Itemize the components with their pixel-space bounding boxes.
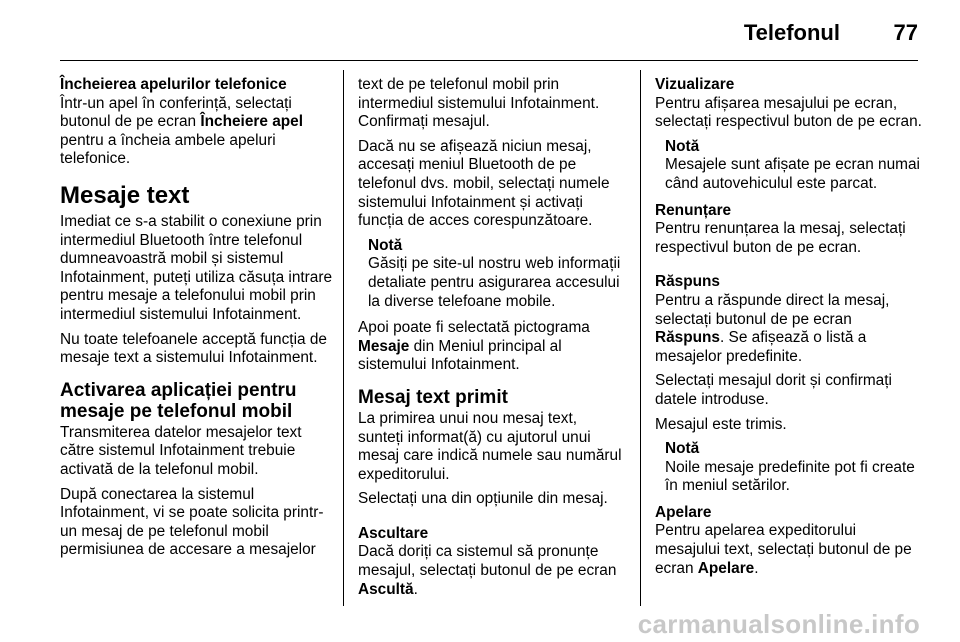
reply-heading: Răspuns bbox=[655, 273, 720, 291]
text-span: pentru a încheia ambele apeluri telefonice. bbox=[60, 131, 276, 168]
activate-paragraph-1: Transmiterea datelor mesajelor text către sistemul Infotainment trebuie activată de la telefonul mobil. bbox=[60, 423, 302, 478]
note-title: Notă bbox=[665, 137, 700, 155]
page-title: Telefonul bbox=[743, 20, 840, 45]
received-heading: Mesaj text primit bbox=[358, 386, 508, 408]
note-title: Notă bbox=[665, 440, 700, 458]
continued-paragraph: text de pe telefonul mobil prin intermediul sistemului Infotainment. Confirmați mesajul. bbox=[358, 76, 600, 131]
bold-term: Răspuns bbox=[655, 329, 720, 347]
text-span: Într-un apel în conferință, selectați butonul de pe ecran bbox=[60, 94, 292, 131]
text-span: Apoi poate fi selectată pictograma bbox=[358, 319, 590, 337]
activate-paragraph-2: După conectarea la sistemul Infotainment, vi se poate solicita printr-un mesaj de pe telefonul mobil permisiunea de accesare a mesajelor bbox=[60, 485, 324, 559]
cancel-heading: Renunțare bbox=[655, 201, 732, 219]
text-messages-heading: Mesaje text bbox=[60, 181, 190, 209]
call-heading: Apelare bbox=[655, 503, 712, 521]
end-calls-paragraph bbox=[60, 95, 335, 169]
reply-paragraph-3: Mesajul este trimis. bbox=[655, 415, 787, 433]
icon-paragraph bbox=[358, 319, 625, 375]
received-paragraph-1: La primirea unui nou mesaj text, sunteți informat(ă) cu ajutorul unui mesaj care indică numele sau numărul expeditorului. bbox=[358, 409, 622, 483]
watermark: carmanualsonline.info bbox=[637, 609, 920, 639]
view-paragraph: Pentru afișarea mesajului pe ecran, selectați respectivul buton de pe ecran. bbox=[655, 94, 922, 131]
text-span: . Se afișează o listă a mesajelor predefinite. bbox=[655, 329, 867, 365]
column-2 bbox=[358, 76, 625, 605]
column-divider-1 bbox=[343, 70, 344, 606]
bold-term: Ascultă bbox=[358, 580, 414, 598]
bold-term: Mesaje bbox=[358, 337, 410, 355]
end-calls-heading: Încheierea apelurilor telefonice bbox=[60, 76, 287, 93]
text-span: Dacă doriți ca sistemul să pronunțe mesajul, selectați butonul de pe ecran bbox=[358, 543, 617, 580]
note-box bbox=[358, 237, 625, 311]
bold-term: Apelare bbox=[697, 559, 755, 577]
column-3 bbox=[655, 76, 923, 584]
column-1 bbox=[60, 76, 335, 566]
column-divider-2 bbox=[640, 70, 641, 606]
text-span: din Meniul principal al sistemului Infotainment. bbox=[358, 337, 562, 374]
text-span: Pentru a răspunde direct la mesaj, selectați butonul de pe ecran bbox=[655, 291, 890, 328]
text-span: Pentru apelarea expeditorului mesajului text, selectați butonul de pe ecran bbox=[655, 522, 912, 577]
text-span: . bbox=[754, 559, 759, 577]
text-span: . bbox=[413, 580, 418, 598]
bold-term: Încheiere apel bbox=[200, 113, 303, 131]
note-title: Notă bbox=[368, 236, 403, 254]
bluetooth-paragraph: Dacă nu se afișează niciun mesaj, accesați meniul Bluetooth de pe telefonul dvs. mobil, selectați numele sistemului Infotainment și activați funcția de acces corespunzătoare. bbox=[358, 137, 610, 230]
note-box bbox=[655, 440, 923, 496]
reply-paragraph-2: Selectați mesajul dorit și confirmați datele introduse. bbox=[655, 372, 892, 408]
note-text: Noile mesaje predefinite pot fi create în meniul setărilor. bbox=[665, 458, 915, 495]
page-number: 77 bbox=[893, 20, 918, 45]
page-header bbox=[60, 0, 918, 61]
text-messages-paragraph-1: Imediat ce s-a stabilit o conexiune prin intermediul Bluetooth între telefonul dumneavoastră mobil și sistemul Infotainment, puteți utiliza căsuța intrare pentru mesaje a telefonului mobil prin intermediul sistemului Infotainment. bbox=[60, 212, 333, 323]
reply-paragraph-1 bbox=[655, 292, 923, 366]
text-messages-paragraph-2: Nu toate telefoanele acceptă funcția de mesaje text a sistemului Infotainment. bbox=[60, 330, 327, 367]
listen-heading: Ascultare bbox=[358, 524, 429, 542]
listen-paragraph bbox=[358, 543, 625, 599]
note-text: Mesajele sunt afișate pe ecran numai când autovehiculul este parcat. bbox=[665, 156, 920, 192]
note-box bbox=[655, 138, 923, 194]
view-heading: Vizualizare bbox=[655, 76, 735, 93]
cancel-paragraph: Pentru renunțarea la mesaj, selectați respectivul buton de pe ecran. bbox=[655, 220, 906, 256]
received-paragraph-2: Selectați una din opțiunile din mesaj. bbox=[358, 490, 608, 508]
note-text: Găsiți pe site-ul nostru web informații detaliate pentru asigurarea accesului la diverse telefoane mobile. bbox=[368, 255, 621, 310]
call-paragraph bbox=[655, 522, 923, 578]
activate-heading: Activarea aplicației pentru mesaje pe telefonul mobil bbox=[60, 379, 297, 422]
